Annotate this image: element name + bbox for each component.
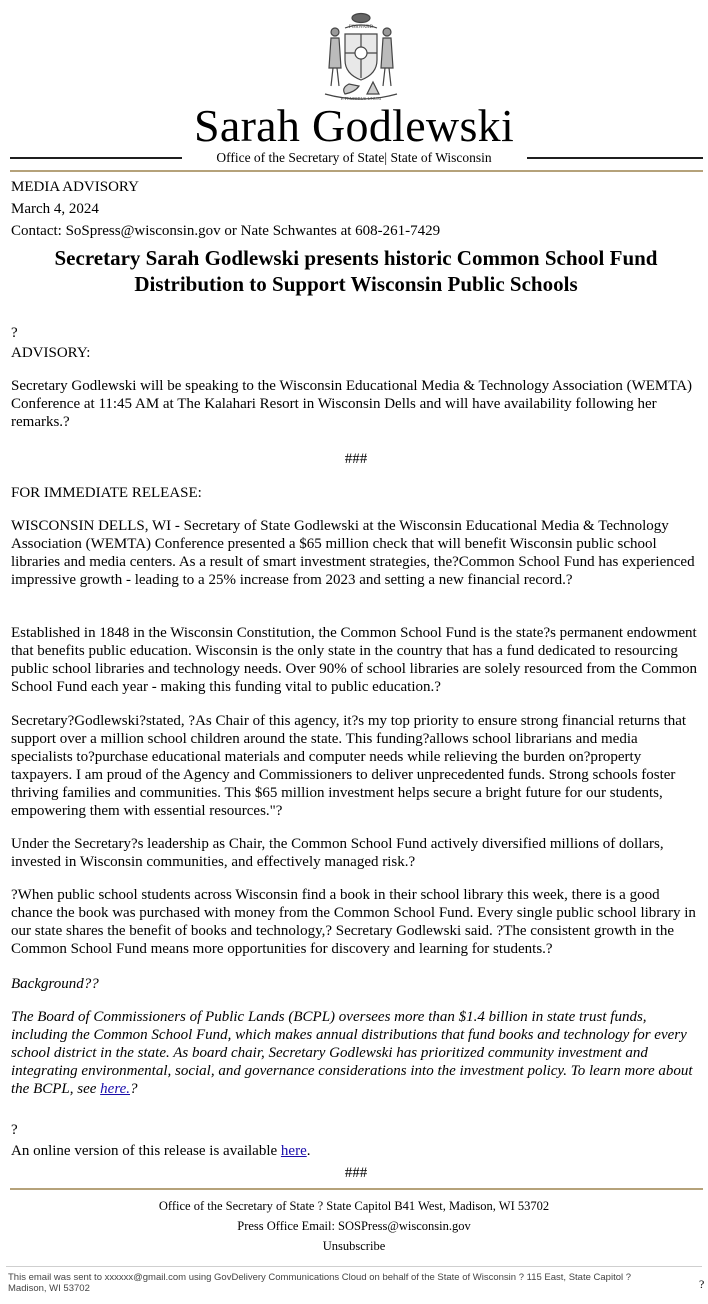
- contact: Contact: SoSpress@wisconsin.gov or Nate Schwantes at 608-261-7429: [11, 223, 441, 239]
- online-block: [11, 1121, 701, 1160]
- background-text: [11, 1008, 701, 1098]
- online-version: [11, 1142, 701, 1160]
- online-tail: .: [306, 1143, 311, 1159]
- paragraph-3: [11, 712, 701, 820]
- advisory-paragraph: [11, 377, 701, 431]
- background-body: The Board of Commissioners of Public Lands (BCPL) oversees more than $1.4 billion in state trust funds, including the Common School Fund, which makes annual distributions that fund books and technology for every school district in the state. As board chair, Secretary Godlewski has prioritized community investment and integrating environmental, social, and governance considerations into the investment policy. To learn more about the BCPL, see: [11, 1009, 693, 1097]
- media-advisory-label: MEDIA ADVISORY: [11, 179, 139, 195]
- separator-2: [11, 1164, 701, 1182]
- date: March 4, 2024: [11, 201, 99, 217]
- online-version-link[interactable]: here: [280, 1143, 307, 1159]
- placeholder-char-2: ?: [11, 1122, 18, 1138]
- email-trailing-char: ?: [699, 1277, 705, 1291]
- paragraph-1: [11, 517, 701, 589]
- footer: [0, 1196, 708, 1256]
- separator-2-text: ###: [344, 1165, 368, 1181]
- letterhead: [0, 0, 708, 175]
- background-label: Background??: [11, 976, 99, 992]
- paragraph-2: [11, 624, 701, 696]
- online-text: An online version of this release is available: [11, 1143, 281, 1159]
- header-divider: [10, 170, 703, 172]
- release-label-block: [11, 484, 701, 502]
- unsubscribe-link[interactable]: Unsubscribe: [322, 1239, 386, 1253]
- advisory-block: [11, 324, 701, 362]
- paragraph-5-text: ?When public school students across Wisconsin find a book in their school library this week, there is a good chance the book was purchased with money from the Common School Fund. Every single public school library in our state shares the benefit of books and technology,? Secretary Godlewski said. ?The consistent growth in the Common School Fund means more opportunities for discovery and learning for students.?: [11, 887, 696, 957]
- paragraph-1-text: WISCONSIN DELLS, WI - Secretary of State Godlewski at the Wisconsin Educational Media & Technology Association (WEMTA) Conference presented a $65 million check that will benefit Wisconsin public school libraries and media centers. As a result of smart investment strategies, the?Common School Fund has experienced impressive growth - leading to a 25% increase from 2023 and setting a new financial record.?: [11, 518, 695, 588]
- separator-1: [11, 450, 701, 468]
- paragraph-4-text: Under the Secretary?s leadership as Chair, the Common School Fund actively diversified millions of dollars, invested in Wisconsin communities, and effectively managed risk.?: [11, 836, 664, 870]
- background-paragraph: [11, 1008, 701, 1098]
- background-label-block: [11, 975, 701, 993]
- paragraph-3-text: Secretary?Godlewski?stated, ?As Chair of this agency, it?s my top priority to ensure strong financial returns that support over a million school children around the state. This funding?allows school librarians and media specialists to?purchase educational materials and computer needs while relieving the burden on?property taxpayers. I am proud of the Agency and Commissioners to deliver unprecedented funds. Strong schools foster thriving families and communities. This $65 million investment helps secure a bright future for our students, empowering them with essential resources."?: [11, 713, 687, 819]
- headline: Secretary Sarah Godlewski presents historic Common School Fund Distribution to Support Wisconsin Public Schools: [54, 246, 658, 296]
- background-tail: ?: [130, 1081, 138, 1097]
- signature-name: Sarah Godlewski: [193, 100, 515, 151]
- bcpl-link[interactable]: here.: [100, 1081, 131, 1097]
- svg-text:FORWARD: FORWARD: [348, 25, 374, 30]
- footer-divider: [10, 1188, 703, 1190]
- paragraph-4: [11, 835, 701, 871]
- office-line: Office of the Secretary of State| State of Wisconsin: [216, 150, 492, 165]
- paragraph-2-text: Established in 1848 in the Wisconsin Constitution, the Common School Fund is the state?s permanent endowment that benefits public education. Wisconsin is the only state in the country that has a fund dedicated to resourcing public school libraries and technology needs. Over 90% of school libraries are solely resourced from the Common School Fund each year - making this funding vital to public education.?: [11, 625, 698, 695]
- separator-text: ###: [344, 451, 368, 467]
- wisconsin-state-seal-icon: [311, 8, 411, 103]
- footer-press-email: Press Office Email: SOSPress@wisconsin.gov: [237, 1219, 471, 1233]
- svg-text:E PLURIBUS UNUM: E PLURIBUS UNUM: [340, 96, 382, 101]
- footer-address: Office of the Secretary of State ? State Capitol B41 West, Madison, WI 53702: [158, 1199, 550, 1213]
- release-label: FOR IMMEDIATE RELEASE:: [11, 485, 202, 501]
- advisory-label: ADVISORY:: [11, 345, 91, 361]
- email-delivery-note: This email was sent to xxxxxx@gmail.com using GovDelivery Communications Cloud on behalf of the State of Wisconsin ? 115 East, State Capitol ? Madison, WI 53702: [8, 1272, 632, 1294]
- placeholder-char: ?: [11, 325, 18, 341]
- headline-block: [11, 245, 701, 297]
- advisory-text: Secretary Godlewski will be speaking to the Wisconsin Educational Media & Technology Association (WEMTA) Conference at 11:45 AM at The Kalahari Resort in Wisconsin Dells and will have availability following her remarks.?: [11, 378, 693, 430]
- meta-block: [11, 178, 701, 240]
- email-note-divider: [6, 1266, 702, 1267]
- paragraph-5: [11, 886, 701, 958]
